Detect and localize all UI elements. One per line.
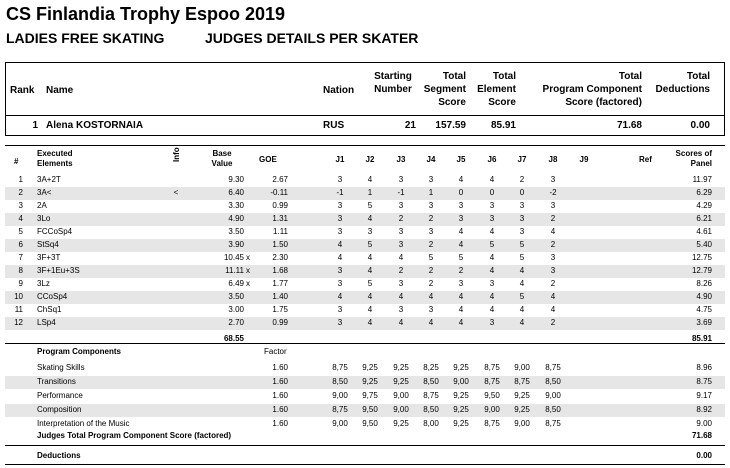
element-number: 6 — [18, 240, 23, 249]
element-base-value: 6.40 — [228, 188, 244, 197]
element-judge-score: 4 — [458, 175, 464, 184]
skater-nation: RUS — [323, 120, 345, 131]
element-judge-score: 4 — [458, 318, 464, 327]
component-judge-score: 9,00 — [453, 377, 469, 386]
element-judge-score: 0 — [519, 188, 525, 197]
component-judge-score: 9,50 — [362, 419, 378, 428]
element-judge-score: 5 — [519, 292, 525, 301]
component-judge-score: 8,75 — [545, 419, 561, 428]
element-judge-score: 4 — [337, 253, 343, 262]
deductions-label: Deductions — [37, 451, 81, 460]
element-number: 1 — [18, 175, 23, 184]
element-judge-score: 2 — [550, 214, 556, 223]
element-judge-score: 0 — [489, 188, 495, 197]
element-judge-score: 4 — [458, 227, 464, 236]
element-number: 12 — [14, 318, 23, 327]
element-judge-score: 3 — [428, 227, 434, 236]
element-judge-score: 3 — [489, 279, 495, 288]
element-judge-score: 4 — [458, 240, 464, 249]
elements-top-rule — [5, 145, 725, 146]
component-judge-score: 8,75 — [423, 391, 439, 400]
component-factor: 1.60 — [272, 419, 288, 428]
element-judge-score: 4 — [550, 292, 556, 301]
element-judge-score: 4 — [337, 292, 343, 301]
element-base-value: 3.50 — [228, 227, 244, 236]
component-factor: 1.60 — [272, 405, 288, 414]
element-panel-score: 12.75 — [691, 253, 712, 262]
element-judge-score: 3 — [337, 175, 343, 184]
element-base-value: 6.49 — [228, 279, 244, 288]
element-panel-score: 6.21 — [696, 214, 712, 223]
component-judge-score: 9,25 — [393, 377, 409, 386]
element-judge-score: 4 — [519, 266, 525, 275]
element-judge-score: 2 — [428, 279, 434, 288]
element-judge-score: 4 — [398, 318, 404, 327]
component-judge-score: 9,25 — [362, 377, 378, 386]
element-judge-score: 4 — [489, 305, 495, 314]
element-panel-score: 6.29 — [696, 188, 712, 197]
element-base-value: 3.90 — [228, 240, 244, 249]
j9-header: J9 — [579, 155, 589, 164]
program-components-header: Program Components — [37, 347, 122, 356]
j2-header: J2 — [365, 155, 375, 164]
pc-top-rule — [5, 343, 725, 344]
element-base-value: 11.11 — [225, 266, 244, 275]
element-number: 3 — [18, 201, 23, 210]
component-panel-score: 8.92 — [696, 405, 712, 414]
element-judge-score: 3 — [398, 279, 404, 288]
element-judge-score: 3 — [458, 279, 464, 288]
ded-header-1: Total — [686, 71, 710, 82]
element-number: 10 — [14, 292, 23, 301]
element-judge-score: 4 — [489, 227, 495, 236]
element-name: FCCoSp4 — [37, 227, 73, 236]
component-judge-score: 9,25 — [393, 363, 409, 372]
tes-header-3: Score — [488, 97, 516, 108]
component-judge-score: 8,50 — [545, 405, 561, 414]
component-judge-score: 9,00 — [484, 405, 500, 414]
element-goe: 0.99 — [272, 201, 288, 210]
component-judge-score: 8,25 — [423, 363, 439, 372]
element-bonus-flag: x — [246, 253, 250, 262]
element-judge-score: 4 — [367, 175, 373, 184]
component-judge-score: 8,50 — [423, 377, 439, 386]
component-judge-score: 9,00 — [393, 405, 409, 414]
component-judge-score: 9,00 — [393, 391, 409, 400]
component-judge-score: 8,75 — [545, 363, 561, 372]
component-judge-score: 8,75 — [484, 363, 500, 372]
element-panel-score: 4.90 — [696, 292, 712, 301]
deductions-total: 0.00 — [696, 451, 712, 460]
element-goe: 1.50 — [272, 240, 288, 249]
component-factor: 1.60 — [272, 391, 288, 400]
element-judge-score: 4 — [367, 266, 373, 275]
component-judge-score: 8,75 — [514, 377, 530, 386]
element-base-value: 4.90 — [228, 214, 244, 223]
element-name: ChSq1 — [37, 305, 62, 314]
component-judge-score: 8,00 — [423, 419, 439, 428]
tes-header-1: Total — [492, 71, 516, 82]
info-header: Info — [172, 147, 181, 162]
element-judge-score: 3 — [458, 201, 464, 210]
element-judge-score: -1 — [336, 188, 344, 197]
component-judge-score: 9,00 — [332, 419, 348, 428]
element-judge-score: 3 — [519, 201, 525, 210]
element-judge-score: 1 — [428, 188, 434, 197]
element-goe: 1.68 — [272, 266, 288, 275]
pcs-header-2: Program Component — [542, 84, 642, 95]
element-judge-score: 3 — [489, 214, 495, 223]
element-judge-score: 2 — [428, 214, 434, 223]
element-judge-score: 4 — [367, 318, 373, 327]
element-judge-score: 4 — [489, 253, 495, 262]
element-goe: 2.67 — [272, 175, 288, 184]
component-name: Performance — [37, 391, 83, 400]
element-bonus-flag: x — [246, 266, 250, 275]
element-name: CCoSp4 — [37, 292, 68, 301]
element-base-value: 10.45 — [223, 253, 244, 262]
element-judge-score: 4 — [458, 305, 464, 314]
component-panel-score: 9.00 — [696, 419, 712, 428]
element-base-value: 9.30 — [228, 175, 244, 184]
element-judge-score: 3 — [337, 318, 343, 327]
element-judge-score: 3 — [337, 266, 343, 275]
element-judge-score: 3 — [337, 227, 343, 236]
element-judge-score: 5 — [428, 253, 434, 262]
element-number: 8 — [18, 266, 23, 275]
component-judge-score: 8,75 — [484, 419, 500, 428]
element-judge-score: 2 — [428, 240, 434, 249]
component-judge-score: 8,50 — [332, 377, 348, 386]
element-goe: -0.11 — [270, 188, 288, 197]
element-name: 3Lz — [37, 279, 50, 288]
element-base-value: 3.30 — [228, 201, 244, 210]
element-judge-score: 5 — [519, 253, 525, 262]
exec-header-1: Executed — [37, 149, 73, 158]
element-judge-score: 5 — [367, 279, 373, 288]
element-name: 3A< — [37, 188, 52, 197]
j6-header: J6 — [487, 155, 497, 164]
scores-header-1: Scores of — [675, 149, 712, 158]
component-judge-score: 9,00 — [514, 363, 530, 372]
page-title: CS Finlandia Trophy Espoo 2019 — [6, 4, 286, 24]
element-judge-score: 2 — [398, 266, 404, 275]
component-name: Transitions — [37, 377, 76, 386]
element-judge-score: 5 — [519, 240, 525, 249]
component-name: Composition — [37, 405, 82, 414]
element-judge-score: 4 — [489, 266, 495, 275]
tes-total: 85.91 — [691, 334, 712, 343]
element-bonus-flag: x — [246, 279, 250, 288]
element-judge-score: 4 — [519, 318, 525, 327]
tss-header-2: Segment — [423, 84, 466, 95]
element-judge-score: 3 — [550, 201, 556, 210]
element-judge-score: -2 — [549, 188, 557, 197]
report-title: JUDGES DETAILS PER SKATER — [205, 30, 419, 46]
element-judge-score: 4 — [550, 227, 556, 236]
element-panel-score: 4.29 — [696, 201, 712, 210]
element-judge-score: 5 — [458, 253, 464, 262]
component-judge-score: 9,25 — [514, 405, 530, 414]
element-goe: 1.40 — [272, 292, 288, 301]
element-number: 7 — [18, 253, 23, 262]
summary-divider — [5, 115, 725, 116]
skater-tss: 157.59 — [435, 120, 466, 131]
segment-title: LADIES FREE SKATING — [6, 30, 165, 46]
element-name: 3A+2T — [37, 175, 61, 184]
j4-header: J4 — [426, 155, 436, 164]
element-panel-score: 12.79 — [691, 266, 712, 275]
component-judge-score: 9,75 — [362, 391, 378, 400]
element-judge-score: 4 — [489, 175, 495, 184]
component-judge-score: 9,25 — [453, 363, 469, 372]
element-judge-score: 4 — [367, 214, 373, 223]
element-judge-score: 4 — [337, 240, 343, 249]
element-judge-score: 2 — [519, 175, 525, 184]
element-judge-score: 3 — [519, 227, 525, 236]
component-judge-score: 8,75 — [332, 363, 348, 372]
factor-header: Factor — [264, 347, 287, 356]
element-judge-score: 4 — [367, 253, 373, 262]
tss-header-3: Score — [438, 97, 466, 108]
element-judge-score: 2 — [550, 318, 556, 327]
element-judge-score: 1 — [367, 188, 373, 197]
component-judge-score: 9,25 — [453, 419, 469, 428]
pcs-total-label: Judges Total Program Component Score (factored) — [37, 431, 232, 440]
component-judge-score: 9,25 — [393, 419, 409, 428]
element-judge-score: 5 — [367, 201, 373, 210]
element-judge-score: 5 — [489, 240, 495, 249]
element-judge-score: 4 — [550, 305, 556, 314]
name-header: Name — [46, 85, 74, 96]
ded-header-2: Deductions — [655, 84, 710, 95]
base-header-2: Value — [211, 159, 233, 168]
element-base-value: 3.50 — [228, 292, 244, 301]
element-judge-score: 2 — [428, 266, 434, 275]
component-panel-score: 9.17 — [696, 391, 712, 400]
element-judge-score: 2 — [550, 240, 556, 249]
component-judge-score: 9,00 — [332, 391, 348, 400]
pcs-header-3: Score (factored) — [565, 97, 642, 108]
element-number: 5 — [18, 227, 23, 236]
element-judge-score: 4 — [398, 292, 404, 301]
skater-tes: 85.91 — [490, 120, 516, 131]
deductions-top-rule — [5, 445, 725, 446]
element-judge-score: 3 — [367, 227, 373, 236]
exec-header-2: Elements — [37, 159, 73, 168]
element-judge-score: 3 — [550, 175, 556, 184]
component-judge-score: 8,50 — [545, 377, 561, 386]
component-name: Interpretation of the Music — [37, 419, 130, 428]
component-judge-score: 9,00 — [514, 419, 530, 428]
element-judge-score: 0 — [458, 188, 464, 197]
scores-header-2: Panel — [690, 159, 712, 168]
element-judge-score: 4 — [489, 292, 495, 301]
element-judge-score: 3 — [550, 266, 556, 275]
starting-header-1: Starting — [374, 71, 412, 82]
element-name: 3F+1Eu+3S — [37, 266, 80, 275]
element-judge-score: 3 — [489, 318, 495, 327]
element-goe: 1.77 — [272, 279, 288, 288]
component-judge-score: 8,75 — [484, 377, 500, 386]
j7-header: J7 — [517, 155, 527, 164]
element-judge-score: 3 — [398, 175, 404, 184]
component-judge-score: 9,50 — [484, 391, 500, 400]
element-panel-score: 11.97 — [692, 175, 712, 184]
ref-header: Ref — [639, 155, 652, 164]
element-judge-score: 3 — [550, 253, 556, 262]
element-judge-score: 2 — [550, 279, 556, 288]
element-judge-score: 5 — [367, 240, 373, 249]
base-header-1: Base — [212, 149, 232, 158]
element-judge-score: 3 — [398, 305, 404, 314]
element-number: 9 — [18, 279, 23, 288]
component-judge-score: 9,50 — [362, 405, 378, 414]
element-judge-score: 3 — [519, 214, 525, 223]
element-judge-score: 3 — [428, 201, 434, 210]
element-goe: 1.75 — [272, 305, 288, 314]
element-judge-score: 3 — [398, 240, 404, 249]
j5-header: J5 — [456, 155, 466, 164]
component-factor: 1.60 — [272, 377, 288, 386]
element-judge-score: 4 — [367, 305, 373, 314]
element-goe: 1.31 — [272, 214, 288, 223]
element-number: 2 — [18, 188, 23, 197]
element-goe: 1.11 — [273, 227, 288, 236]
element-goe: 2.30 — [272, 253, 288, 262]
component-panel-score: 8.75 — [696, 377, 712, 386]
element-judge-score: 3 — [458, 214, 464, 223]
element-name: 2A — [37, 201, 47, 210]
component-panel-score: 8.96 — [696, 363, 712, 372]
element-panel-score: 3.69 — [696, 318, 712, 327]
element-judge-score: 3 — [428, 175, 434, 184]
element-judge-score: 3 — [489, 201, 495, 210]
j1-header: J1 — [335, 155, 345, 164]
element-judge-score: 2 — [458, 266, 464, 275]
skater-deductions: 0.00 — [690, 120, 710, 131]
rank-header: Rank — [10, 85, 35, 96]
goe-header: GOE — [259, 155, 277, 164]
element-panel-score: 4.61 — [696, 227, 712, 236]
component-judge-score: 9,25 — [453, 405, 469, 414]
element-info: < — [173, 188, 179, 197]
element-judge-score: 3 — [337, 305, 343, 314]
skater-pcs: 71.68 — [616, 120, 642, 131]
component-name: Skating Skills — [37, 363, 85, 372]
element-panel-score: 4.75 — [696, 305, 712, 314]
element-name: 3Lo — [37, 214, 51, 223]
pcs-header-1: Total — [618, 71, 642, 82]
element-panel-score: 8.26 — [696, 279, 712, 288]
element-judge-score: 4 — [519, 279, 525, 288]
element-judge-score: -1 — [397, 188, 405, 197]
skater-name: Alena KOSTORNAIA — [46, 120, 144, 131]
pcs-total: 71.68 — [691, 431, 712, 440]
element-judge-score: 4 — [428, 292, 434, 301]
element-panel-score: 5.40 — [696, 240, 712, 249]
element-judge-score: 2 — [398, 214, 404, 223]
base-total: 68.55 — [223, 334, 244, 343]
element-base-value: 2.70 — [228, 318, 244, 327]
element-goe: 0.99 — [272, 318, 288, 327]
tss-header-1: Total — [442, 71, 466, 82]
element-name: 3F+3T — [37, 253, 61, 262]
bottom-rule — [5, 464, 725, 465]
element-judge-score: 4 — [398, 253, 404, 262]
component-judge-score: 9,25 — [362, 363, 378, 372]
element-judge-score: 3 — [428, 305, 434, 314]
j3-header: J3 — [396, 155, 406, 164]
element-judge-score: 4 — [519, 305, 525, 314]
element-judge-score: 4 — [367, 292, 373, 301]
component-factor: 1.60 — [272, 363, 288, 372]
skater-starting-number: 21 — [404, 120, 416, 131]
element-judge-score: 3 — [398, 201, 404, 210]
skater-rank: 1 — [32, 120, 38, 131]
nation-header: Nation — [323, 85, 355, 96]
element-judge-score: 3 — [398, 227, 404, 236]
j8-header: J8 — [548, 155, 558, 164]
element-judge-score: 3 — [337, 214, 343, 223]
component-judge-score: 8,75 — [332, 405, 348, 414]
tes-header-2: Element — [477, 84, 516, 95]
component-judge-score: 9,25 — [514, 391, 530, 400]
component-judge-score: 9,25 — [453, 391, 469, 400]
element-judge-score: 3 — [337, 279, 343, 288]
element-name: StSq4 — [37, 240, 59, 249]
component-judge-score: 9,00 — [545, 391, 561, 400]
element-number: 11 — [14, 305, 23, 314]
element-judge-score: 4 — [428, 318, 434, 327]
num-header: # — [14, 157, 19, 166]
starting-header-2: Number — [374, 84, 412, 95]
element-number: 4 — [18, 214, 23, 223]
element-judge-score: 4 — [458, 292, 464, 301]
component-judge-score: 8,50 — [423, 405, 439, 414]
element-base-value: 3.00 — [228, 305, 244, 314]
element-judge-score: 3 — [337, 201, 343, 210]
element-name: LSp4 — [37, 318, 56, 327]
